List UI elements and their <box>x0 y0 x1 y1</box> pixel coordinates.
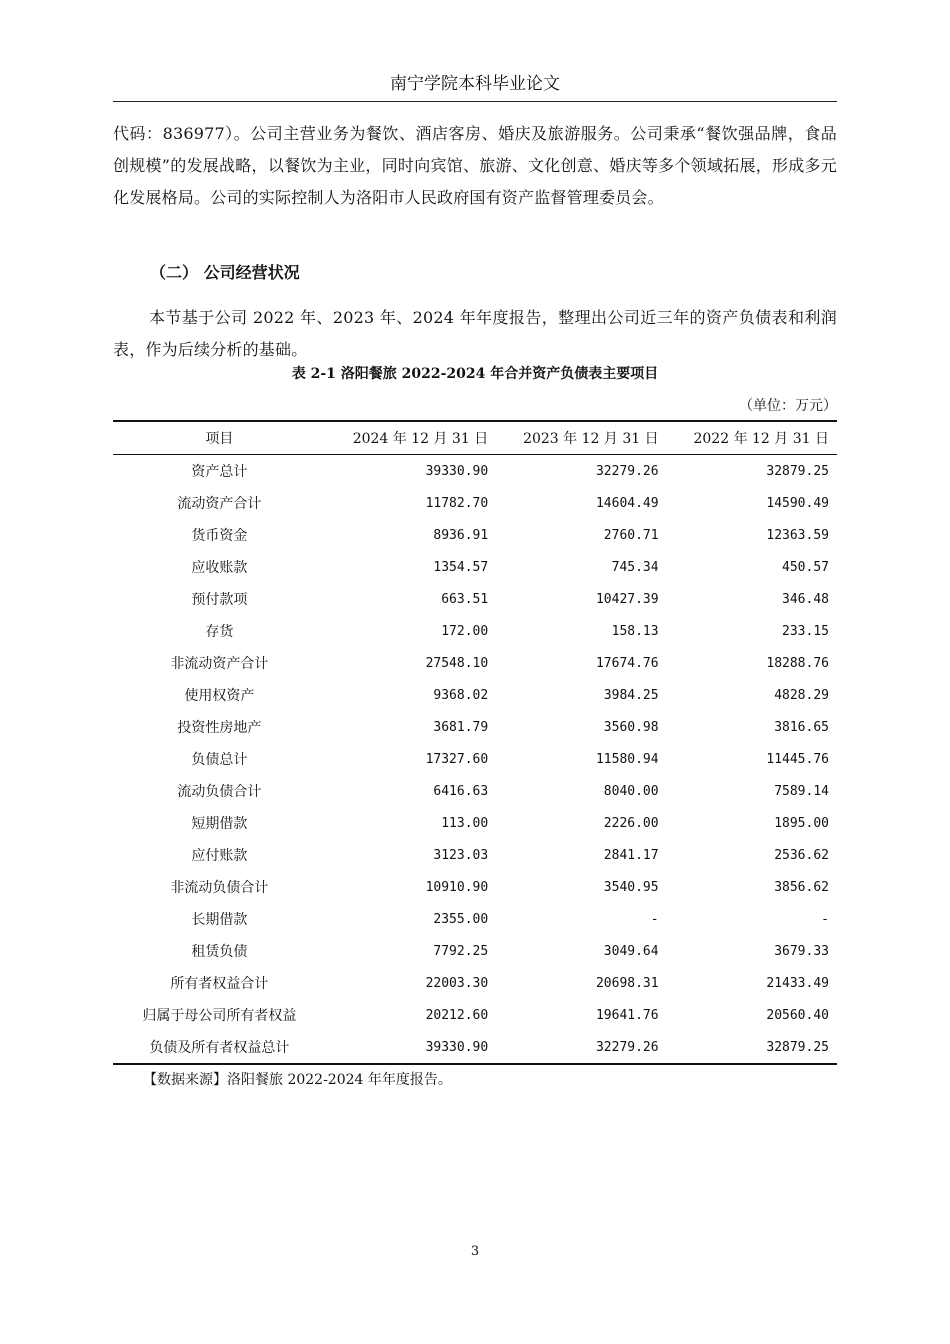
cell-y2022: 20560.40 <box>766 1007 829 1023</box>
cell-y2022: 3679.33 <box>774 943 829 959</box>
cell-y2024: 39330.90 <box>425 1039 489 1055</box>
cell-item: 流动负债合计 <box>177 784 262 800</box>
section-heading: （二） 公司经营状况 <box>150 263 300 282</box>
cell-y2023: 20698.31 <box>595 975 659 991</box>
cell-y2023: 32279.26 <box>595 463 659 479</box>
table-row <box>113 711 837 743</box>
cell-y2022: 2536.62 <box>774 847 829 863</box>
cell-y2024: 20212.60 <box>425 1007 489 1023</box>
header-rule <box>113 101 837 102</box>
table-row <box>113 775 837 807</box>
cell-y2022: 12363.59 <box>766 527 829 543</box>
cell-y2024: 10910.90 <box>425 879 489 895</box>
table-row <box>113 999 837 1031</box>
cell-y2023: 3560.98 <box>603 719 659 735</box>
cell-y2024: 663.51 <box>441 591 489 607</box>
cell-y2023: 11580.94 <box>595 751 659 767</box>
cell-y2024: 6416.63 <box>433 783 489 799</box>
cell-item: 货币资金 <box>191 528 248 544</box>
cell-y2023: 158.13 <box>611 623 659 639</box>
table-row <box>113 839 837 871</box>
table-row <box>113 455 837 488</box>
cell-item: 负债及所有者权益总计 <box>149 1040 290 1056</box>
balance-sheet-table <box>113 420 837 1065</box>
cell-item: 使用权资产 <box>184 688 255 704</box>
cell-y2022: 14590.49 <box>766 495 829 511</box>
cell-y2023: 10427.39 <box>595 591 659 607</box>
header-2024: 2024 年 12 月 31 日 <box>352 431 489 447</box>
cell-y2022: 32879.25 <box>766 1039 829 1055</box>
cell-y2023: 32279.26 <box>595 1039 659 1055</box>
cell-y2024: 1354.57 <box>433 559 489 575</box>
cell-y2023: 8040.00 <box>603 783 659 799</box>
paragraph-company-intro: 代码：836977）。公司主营业务为餐饮、酒店客房、婚庆及旅游服务。公司秉承“餐饮强品牌，食品创规模”的发展战略，以餐饮为主业，同时向宾馆、旅游、文化创意、婚庆等多个领域拓展，形成多元化发展格局。公司的实际控制人为洛阳市人民政府国有资产监督管理委员会。 <box>113 124 837 207</box>
cell-y2024: 27548.10 <box>425 655 489 671</box>
cell-y2022: 32879.25 <box>766 463 829 479</box>
cell-y2022: 21433.49 <box>766 975 829 991</box>
cell-y2024: 17327.60 <box>425 751 489 767</box>
table-row <box>113 807 837 839</box>
cell-y2022: 3816.65 <box>774 719 829 735</box>
table-row <box>113 871 837 903</box>
cell-y2022: 450.57 <box>782 559 829 575</box>
cell-y2024: 3681.79 <box>433 719 489 735</box>
cell-item: 投资性房地产 <box>177 720 262 736</box>
table-row <box>113 551 837 583</box>
cell-y2024: 8936.91 <box>433 527 489 543</box>
table-row <box>113 967 837 999</box>
cell-y2023: 17674.76 <box>595 655 659 671</box>
table-caption: 表 2-1 洛阳餐旅 2022-2024 年合并资产负债表主要项目 <box>291 366 659 382</box>
table-body <box>113 455 837 1065</box>
cell-y2024: 172.00 <box>441 623 489 639</box>
cell-y2024: 3123.03 <box>433 847 489 863</box>
cell-item: 长期借款 <box>191 912 248 928</box>
header-2022: 2022 年 12 月 31 日 <box>693 431 829 447</box>
cell-y2023: 14604.49 <box>595 495 659 511</box>
cell-y2023: 3049.64 <box>603 943 659 959</box>
cell-y2023: - <box>650 911 659 927</box>
cell-y2024: 2355.00 <box>433 911 489 927</box>
cell-y2023: 745.34 <box>611 559 659 575</box>
cell-item: 短期借款 <box>191 816 248 832</box>
table-row <box>113 647 837 679</box>
table-row <box>113 583 837 615</box>
cell-item: 非流动负债合计 <box>170 880 269 896</box>
cell-y2022: 7589.14 <box>774 783 829 799</box>
table-header-row <box>113 421 837 455</box>
cell-item: 归属于母公司所有者权益 <box>142 1008 297 1024</box>
table-unit-note: （单位：万元） <box>739 398 837 414</box>
header-2023: 2023 年 12 月 31 日 <box>523 431 659 447</box>
paragraph-basis: 本节基于公司 2022 年、2023 年、2024 年年度报告，整理出公司近三年的资产负债表和利润表，作为后续分析的基础。 <box>113 308 837 359</box>
page-number: 3 <box>470 1244 480 1259</box>
cell-item: 所有者权益合计 <box>170 976 269 992</box>
cell-y2022: 11445.76 <box>766 751 829 767</box>
cell-y2024: 39330.90 <box>425 463 489 479</box>
table-row <box>113 519 837 551</box>
cell-y2022: 1895.00 <box>774 815 829 831</box>
cell-y2023: 3984.25 <box>603 687 659 703</box>
cell-item: 应收账款 <box>191 560 248 576</box>
table-row <box>113 903 837 935</box>
table-row <box>113 935 837 967</box>
cell-y2022: 346.48 <box>782 591 829 607</box>
cell-y2023: 3540.95 <box>603 879 659 895</box>
cell-y2022: - <box>821 911 829 927</box>
cell-item: 非流动资产合计 <box>170 656 269 672</box>
cell-item: 存货 <box>205 624 234 640</box>
cell-y2023: 2760.71 <box>603 527 659 543</box>
cell-item: 租赁负债 <box>191 944 248 960</box>
header-item: 项目 <box>205 431 234 447</box>
cell-y2024: 113.00 <box>441 815 489 831</box>
cell-y2024: 7792.25 <box>433 943 489 959</box>
cell-y2022: 3856.62 <box>774 879 829 895</box>
table-row <box>113 615 837 647</box>
cell-y2024: 9368.02 <box>433 687 489 703</box>
cell-y2024: 11782.70 <box>425 495 489 511</box>
table-row <box>113 679 837 711</box>
cell-y2022: 233.15 <box>782 623 829 639</box>
cell-y2023: 2226.00 <box>603 815 659 831</box>
cell-y2023: 19641.76 <box>595 1007 659 1023</box>
cell-y2024: 22003.30 <box>425 975 489 991</box>
cell-y2023: 2841.17 <box>603 847 659 863</box>
cell-y2022: 4828.29 <box>774 687 829 703</box>
cell-item: 流动资产合计 <box>177 496 262 512</box>
cell-item: 应付账款 <box>191 848 248 864</box>
cell-item: 预付款项 <box>191 592 248 608</box>
table-row <box>113 743 837 775</box>
table-row <box>113 1031 837 1064</box>
cell-y2022: 18288.76 <box>766 655 829 671</box>
page-header: 南宁学院本科毕业论文 <box>390 74 560 94</box>
table-row <box>113 487 837 519</box>
cell-item: 负债总计 <box>191 752 248 768</box>
cell-item: 资产总计 <box>191 464 248 480</box>
data-source-note: 【数据来源】洛阳餐旅 2022-2024 年年度报告。 <box>143 1072 452 1088</box>
